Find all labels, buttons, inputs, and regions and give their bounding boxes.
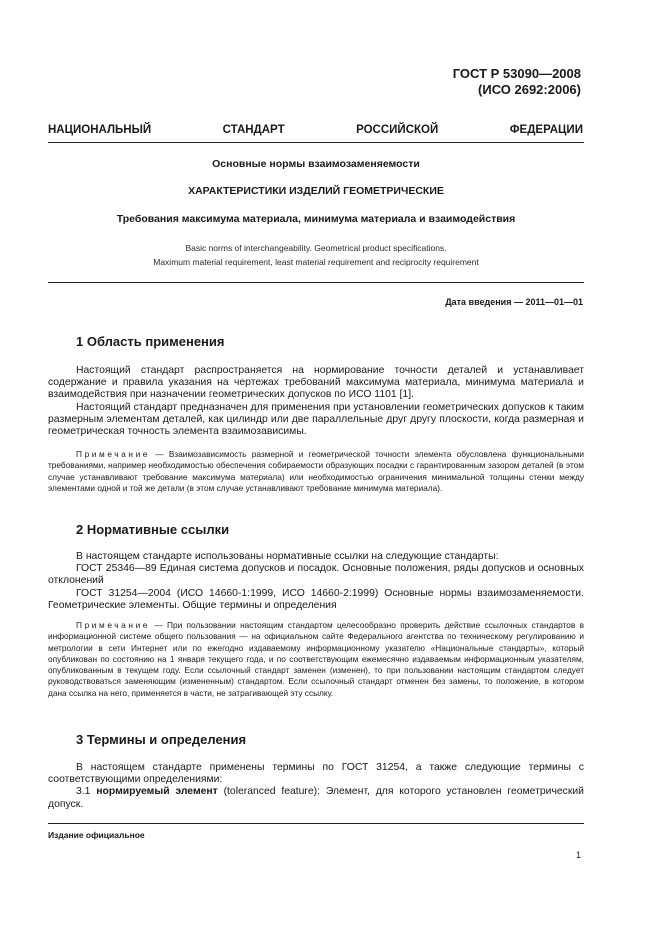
- edition-label: Издание официальное: [48, 830, 145, 840]
- section-3-body: [48, 762, 584, 811]
- iso-number: (ИСО 2692:2006): [478, 82, 581, 97]
- section-2-body: [48, 551, 584, 612]
- banner-word: СТАНДАРТ: [222, 124, 285, 136]
- section-3-heading: 3 Термины и определения: [76, 732, 247, 747]
- main-title: ХАРАКТЕРИСТИКИ ИЗДЕЛИЙ ГЕОМЕТРИЧЕСКИЕ: [188, 185, 444, 197]
- note-label: Примечание: [76, 620, 151, 630]
- term-definition: [48, 786, 584, 810]
- paragraph: Настоящий стандарт распространяется на нормирование точности деталей и устанавливает содержание и правила указания на чертежах требований максимума материала, минимума материала и взаимодействия при назначении геометрических допусков по ИСО 1101 [1].: [48, 365, 584, 401]
- section-1-body: [48, 365, 584, 438]
- group-title: Основные нормы взаимозаменяемости: [212, 158, 420, 170]
- title-rule: [48, 282, 584, 283]
- paragraph: Настоящий стандарт предназначен для применения при установлении геометрических допусков к таким размерным элементам деталей, как цилиндр или две параллельные друг другу плоскости, когда размерная и геометрическая точность элемента взаимозависимы.: [48, 401, 584, 438]
- reference-item: ГОСТ 25346—89 Единая система допусков и посадок. Основные положения, ряды допусков и основных отклонений: [48, 563, 584, 587]
- banner-word: НАЦИОНАЛЬНЫЙ: [48, 124, 152, 136]
- banner-rule: [48, 142, 584, 143]
- paragraph: В настоящем стандарте использованы нормативные ссылки на следующие стандарты:: [76, 551, 499, 562]
- section-2-heading: 2 Нормативные ссылки: [76, 522, 230, 537]
- term-ru: нормируемый элемент: [96, 786, 218, 798]
- paragraph: В настоящем стандарте применены термины по ГОСТ 31254, а также следующие термины с соответствующими определениями:: [48, 762, 584, 786]
- subtitle: Требования максимума материала, минимума материала и взаимодействия: [116, 213, 516, 225]
- english-title-line-2: Maximum material requirement, least material requirement and reciprocity requirement: [153, 257, 479, 267]
- national-standard-banner: [48, 124, 583, 136]
- note-label: Примечание: [76, 449, 151, 459]
- banner-word: РОССИЙСКОЙ: [356, 124, 439, 136]
- section-2-note: [48, 620, 584, 699]
- doc-number: ГОСТ Р 53090—2008: [452, 66, 581, 81]
- term-def: Элемент, для которого установлен геометрический допуск.: [48, 786, 584, 810]
- page-number: 1: [575, 850, 581, 860]
- term-en: (toleranced feature):: [223, 786, 321, 798]
- note-text: — Взаимозависимость размерной и геометрической точности элемента обусловлена функциональными требованиями, например необходимостью обеспечения собираемости образующих посадки с гарантированным зазором деталей (в этом случае устанавливают требование максимума материала) или необходимостью ограничения минимальной толщины стенки между элементами одной и той же детали (в этом случае устанавливают требование минимума материала).: [48, 449, 584, 493]
- section-1-heading: 1 Область применения: [76, 334, 225, 349]
- english-title-line-1: Basic norms of interchangeability. Geometrical product specifications.: [185, 243, 447, 253]
- footer-rule: [48, 823, 584, 824]
- section-1-note: [48, 449, 584, 494]
- banner-word: ФЕДЕРАЦИИ: [509, 124, 583, 136]
- term-number: 3.1: [76, 786, 91, 798]
- note-text: — При пользовании настоящим стандартом целесообразно проверить действие ссылочных стандартов в информационной системе общего пользования — на официальном сайте Федерального агентства по техническому регулированию и метрологии в сети Интернет или по ежегодно издаваемому информационному указателю «Национальные стандарты», который опубликован по состоянию на 1 января текущего года, и по соответствующим ежемесячно издаваемым информационным указателям, опубликованным в текущем году. Если ссылочный стандарт заменен (изменен), то при пользовании настоящим стандартом следует руководствоваться заменяющим (измененным) стандартом. Если ссылочный стандарт отменен без замены, то положение, в котором дана ссылка на него, применяется в части, не затрагивающей эту ссылку.: [48, 620, 584, 698]
- reference-item: ГОСТ 31254—2004 (ИСО 14660-1:1999, ИСО 14660-2:1999) Основные нормы взаимозаменяемости. Геометрические элементы. Общие термины и определения: [48, 587, 584, 611]
- document-identifier: [453, 66, 581, 98]
- introduction-date: Дата введения — 2011—01—01: [445, 297, 583, 307]
